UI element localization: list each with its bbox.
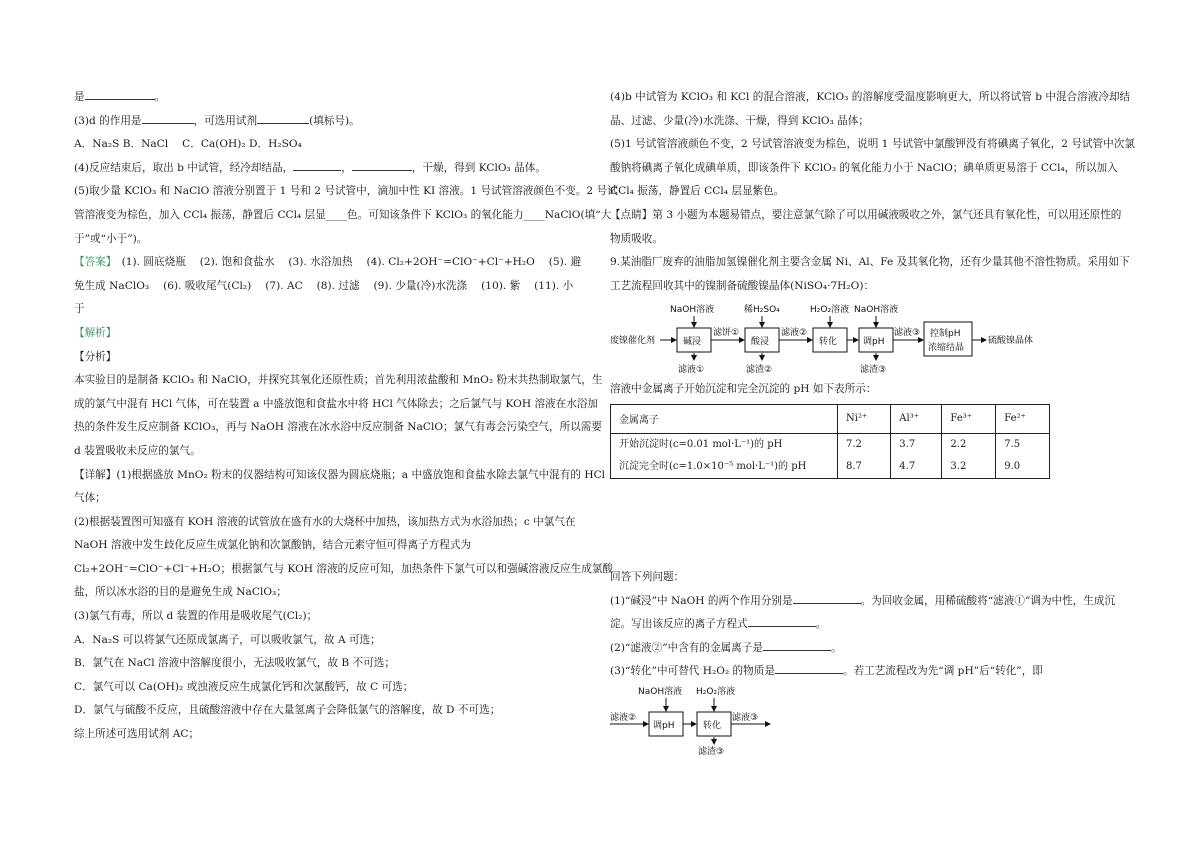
text-run: (填标号)。 bbox=[309, 114, 360, 127]
flow-top-label-2: 稀H₂SO₄ bbox=[744, 305, 780, 316]
text-line bbox=[610, 590, 1140, 614]
answer-blank[interactable] bbox=[775, 662, 843, 674]
answer-blank[interactable] bbox=[293, 159, 341, 171]
text-run: 9.某油脂厂废弃的油脂加氢镍催化剂主要含金属 Ni、Al、Fe 及其氧化物，还有少量其他不溶性物质。采用如下 bbox=[610, 256, 1130, 269]
table-cell bbox=[942, 433, 996, 478]
text-line bbox=[610, 566, 1140, 590]
flow-bottom-label-3: 滤渣③ bbox=[860, 365, 887, 375]
text-run: 物质吸收。 bbox=[610, 232, 663, 245]
text-line bbox=[74, 558, 614, 582]
text-run: (3)“转化”中可替代 H₂O₂ 的物质是 bbox=[610, 665, 775, 678]
table-cell bbox=[996, 433, 1050, 478]
table-intro: 溶液中金属离子开始沉淀和完全沉淀的 pH 如下表所示： bbox=[610, 383, 877, 396]
table-header-row bbox=[611, 404, 1050, 433]
text-run: 免生成 NaClO₃ (6). 吸收尾气(Cl₂) (7). AC (8). 过滤 (9). 少量(冷)水洗涤 (10). 紫 (11). 小 bbox=[74, 279, 574, 292]
text-line bbox=[610, 613, 1140, 637]
table-cell bbox=[891, 433, 942, 478]
text-run: 。为回收金属，用稀硫酸将“滤液①”调为中性，生成沉 bbox=[860, 594, 1116, 607]
flow-bottom-label-2: 滤渣② bbox=[746, 365, 773, 375]
process-flow-diagram bbox=[610, 298, 1130, 374]
answer-blank[interactable] bbox=[793, 592, 861, 604]
text-run: (2)“滤液②”中含有的金属离子是 bbox=[610, 641, 763, 654]
flow2-bottom-label: 滤渣③ bbox=[698, 746, 725, 756]
answer-blank[interactable] bbox=[748, 615, 816, 627]
flow-box-2-label: 酸浸 bbox=[751, 337, 770, 348]
row-label-complete: 沉淀完全时(c=1.0×10⁻⁵ mol·L⁻¹)的 pH bbox=[619, 460, 807, 472]
text-run: 【详解】(1)根据盛放 MnO₂ 粉末的仪器结构可知该仪器为圆底烧瓶；a 中盛放饱和食盐水除去氯气中混有的 HCl bbox=[74, 468, 606, 481]
text-run: (3)氯气有毒，所以 d 装置的作用是吸收尾气(Cl₂)； bbox=[74, 610, 318, 623]
text-line bbox=[74, 487, 598, 511]
text-run: 综上所述可选用试剂 AC； bbox=[74, 728, 200, 741]
text-line bbox=[610, 180, 1140, 204]
text-line bbox=[74, 346, 598, 370]
cell-start-ni: 7.2 bbox=[846, 438, 862, 450]
text-line bbox=[74, 629, 598, 653]
text-run: (5)1 号试管溶液颜色不变，2 号试管溶液变为棕色，说明 1 号试管中氯酸钾没有将碘离子氧化，2 号试管中次氯 bbox=[610, 138, 1135, 151]
text-line bbox=[74, 204, 612, 228]
text-line bbox=[74, 251, 598, 275]
text-run: 管溶液变为棕色，加入 CCl₄ 振荡，静置后 CCl₄ 层显____色。可知该条件下 KClO₃ 的氧化能力____NaClO(填“大 bbox=[74, 208, 612, 221]
text-run: A．Na₂S 可以将氯气还原成氯离子，可以吸收氯气，故 A 可选； bbox=[74, 633, 381, 646]
ph-table bbox=[610, 404, 1050, 479]
text-run: 【点睛】第 3 小题为本题易错点，要注意氯气除了可以用碱液吸收之外，氯气还具有氧化性，可以用还原性的 bbox=[610, 208, 1122, 221]
answer-blank[interactable] bbox=[763, 639, 831, 651]
flow-arrow-label-3: 滤液③ bbox=[894, 328, 921, 339]
flow-box-1-label: 碱浸 bbox=[683, 337, 702, 348]
table-header-cell: Ni²⁺ bbox=[838, 404, 891, 433]
text-line bbox=[74, 275, 598, 299]
text-run: ， bbox=[341, 161, 352, 174]
table-header-cell: Fe³⁺ bbox=[942, 404, 996, 433]
flow-top-label-3: H₂O₂溶液 bbox=[810, 305, 850, 316]
text-run: D．氯气与硫酸不反应，且硫酸溶液中存在大量氢离子会降低氯气的溶解度，故 D 不可选； bbox=[74, 704, 501, 717]
flow-diagram-svg bbox=[610, 298, 1130, 374]
flow-bottom-label-1: 滤液① bbox=[678, 365, 705, 375]
text-run: 酸钠将碘离子氧化成碘单质，即该条件下 KClO₃ 的氧化能力小于 NaClO；碘单质更易溶于 CCl₄，所以加入 bbox=[610, 161, 1118, 174]
text-run: d 装置吸收未反应的氯气。 bbox=[74, 444, 201, 457]
text-run: 于”或“小于”)。 bbox=[74, 232, 148, 245]
flow2-box-1-label: 调pH bbox=[653, 720, 675, 731]
flow2-top-label-1: NaOH溶液 bbox=[638, 686, 683, 697]
text-run: 热的条件发生反应制备 KClO₃，再与 NaOH 溶液在冰水浴中反应制备 NaClO；氯气有毒会污染空气，所以需要 bbox=[74, 421, 602, 434]
text-line bbox=[74, 157, 598, 181]
cell-complete-al: 4.7 bbox=[899, 460, 916, 472]
text-line bbox=[74, 298, 598, 322]
text-line bbox=[74, 676, 598, 700]
text-run: 回答下列问题： bbox=[610, 570, 685, 583]
flow-diagram-2-svg bbox=[610, 684, 1130, 756]
text-line bbox=[74, 581, 598, 605]
text-run: (4)b 中试管为 KClO₃ 和 KCl 的混合溶液，KClO₃ 的溶解度受温度影响更大，所以将试管 b 中混合溶液冷却结 bbox=[610, 91, 1131, 103]
flow-end-label: 硫酸镍晶体 bbox=[988, 336, 1034, 347]
cell-start-fe3: 2.2 bbox=[950, 438, 967, 450]
text-run: B．氯气在 NaCl 溶液中溶解度很小，无法吸收氯气，故 B 不可选； bbox=[74, 657, 395, 670]
text-run: ，可选用试剂 bbox=[193, 114, 258, 127]
text-line bbox=[610, 133, 1140, 157]
flow-box-3-label: 转化 bbox=[819, 337, 838, 348]
text-run: 。 bbox=[830, 641, 842, 654]
text-run: C．氯气可以 Ca(OH)₂ 或浊液反应生成氯化钙和次氯酸钙，故 C 可选； bbox=[74, 680, 414, 693]
text-line bbox=[74, 464, 606, 488]
flow-start-label: 废镍催化剂 bbox=[610, 336, 656, 347]
table-header-cell: Fe²⁺ bbox=[996, 404, 1050, 433]
text-run: A．Na₂S B．NaCl C．Ca(OH)₂ D．H₂SO₄ bbox=[74, 138, 302, 151]
text-run: 淀。写出该反应的离子方程式 bbox=[610, 618, 748, 631]
process-flow-diagram-2 bbox=[610, 684, 1130, 756]
text-line bbox=[610, 157, 1140, 181]
text-run: (5)取少量 KClO₃ 和 NaClO 溶液分别置于 1 号和 2 号试管中，滴加中性 KI 溶液。1 号试管溶液颜色不变。2 号试 bbox=[74, 185, 618, 198]
text-line bbox=[74, 133, 598, 157]
answer-blank[interactable] bbox=[352, 159, 412, 171]
text-line bbox=[74, 511, 598, 535]
text-line bbox=[610, 228, 1140, 252]
text-line bbox=[610, 637, 1140, 661]
text-line bbox=[610, 275, 1140, 299]
answer-blank[interactable] bbox=[142, 112, 194, 124]
cell-complete-fe2: 9.0 bbox=[1004, 460, 1021, 472]
ph-table-wrap bbox=[610, 404, 1140, 496]
text-line bbox=[74, 723, 598, 747]
flow2-start-label: 滤液② bbox=[610, 712, 637, 723]
right-column bbox=[610, 86, 1140, 756]
cell-start-fe2: 7.5 bbox=[1004, 438, 1021, 450]
text-run: 于 bbox=[74, 303, 85, 316]
text-line bbox=[74, 86, 598, 110]
text-line bbox=[610, 110, 1140, 134]
text-line bbox=[74, 605, 598, 629]
flow-box-5-label: 控制pH bbox=[930, 329, 961, 340]
text-run: ，干燥，得到 KClO₃ 晶体。 bbox=[411, 161, 546, 174]
text-run: NaOH 溶液中发生歧化反应生成氯化钠和次氯酸钠，结合元素守恒可得离子方程式为 bbox=[74, 539, 472, 552]
flow-arrow-label-2: 滤液② bbox=[781, 328, 808, 339]
text-run: 工艺流程回收其中的镍制备硫酸镍晶体(NiSO₄·7H₂O)： bbox=[610, 279, 875, 292]
text-line bbox=[74, 110, 598, 134]
text-line bbox=[74, 228, 598, 252]
table-cell bbox=[838, 433, 891, 478]
flow2-end-label: 滤液③ bbox=[732, 712, 759, 723]
cell-start-al: 3.7 bbox=[899, 438, 916, 450]
table-header-cell: 金属离子 bbox=[611, 404, 838, 433]
text-line bbox=[74, 534, 598, 558]
answer-blank[interactable] bbox=[85, 88, 155, 100]
text-line bbox=[74, 180, 618, 204]
table-row bbox=[611, 433, 1050, 478]
flow2-top-label-2: H₂O₂溶液 bbox=[696, 686, 736, 697]
table-header-cell: Al³⁺ bbox=[891, 404, 942, 433]
text-run: 本实验目的是制备 KClO₃ 和 NaClO，并探究其氧化还原性质；首先利用浓盐酸和 MnO₂ 粉末共热制取氯气，生 bbox=[74, 374, 603, 387]
text-line bbox=[74, 322, 598, 346]
text-line bbox=[610, 251, 1140, 275]
right-bottom-text bbox=[610, 566, 1140, 684]
cell-complete-fe3: 3.2 bbox=[950, 460, 967, 472]
text-run: 。若工艺流程改为先“调 pH”后“转化”，即 bbox=[842, 665, 1043, 678]
text-line bbox=[610, 660, 1140, 684]
flow-box-4-label: 调pH bbox=[863, 337, 885, 348]
text-run: Cl₂+2OH⁻=ClO⁻+Cl⁻+H₂O；根据氯气与 KOH 溶液的反应可知，加热条件下氯气可以和强碱溶液反应生成氯酸 bbox=[74, 562, 614, 575]
text-line bbox=[74, 699, 598, 723]
text-line bbox=[74, 652, 598, 676]
text-run: CCl₄ 振荡，静置后 CCl₄ 层显紫色。 bbox=[610, 185, 785, 198]
text-run: (4)反应结束后，取出 b 中试管，经冷却结晶， bbox=[74, 161, 294, 174]
right-top-text bbox=[610, 86, 1140, 298]
text-run: 气体； bbox=[74, 492, 106, 505]
text-line bbox=[74, 369, 603, 393]
text-run: (2)根据装置图可知盛有 KOH 溶液的试管放在盛有水的大烧杯中加热，该加热方式为水浴加热；c 中氯气在 bbox=[74, 515, 576, 528]
text-line bbox=[74, 416, 602, 440]
flow-top-label-1: NaOH溶液 bbox=[670, 305, 715, 316]
text-line bbox=[610, 204, 1140, 228]
text-line bbox=[74, 440, 598, 464]
text-run: 成的氯气中混有 HCl 气体，可在装置 a 中盛放饱和食盐水中将 HCl 气体除去；之后氯气与 KOH 溶液在水浴加 bbox=[74, 397, 599, 410]
text-run: 是 bbox=[74, 91, 85, 103]
answer-blank[interactable] bbox=[257, 112, 309, 124]
text-run: 盐，所以冰水浴的目的是避免生成 NaClO₃； bbox=[74, 586, 287, 599]
flow2-box-2-label: 转化 bbox=[703, 720, 722, 731]
text-line bbox=[610, 86, 1140, 110]
section-tag: 【答案】 bbox=[74, 256, 112, 269]
table-row-label bbox=[611, 433, 838, 478]
row-label-start: 开始沉淀时(c=0.01 mol·L⁻¹)的 pH bbox=[619, 438, 783, 450]
text-run: (3)d 的作用是 bbox=[74, 114, 142, 127]
text-run: 。 bbox=[154, 91, 166, 103]
section-tag: 【解析】 bbox=[74, 326, 117, 339]
text-run: (1)“碱浸”中 NaOH 的两个作用分别是 bbox=[610, 594, 793, 607]
flow-top-label-4: NaOH溶液 bbox=[854, 305, 899, 316]
left-column bbox=[74, 86, 618, 747]
text-run: 【分析】 bbox=[74, 350, 117, 363]
flow-arrow-label-1: 滤饼① bbox=[713, 328, 740, 339]
text-line bbox=[74, 393, 598, 417]
text-run: (1). 圆底烧瓶 (2). 饱和食盐水 (3). 水浴加热 (4). Cl₂+2OH⁻=ClO⁻+Cl⁻+H₂O (5). 避 bbox=[111, 256, 582, 269]
cell-complete-ni: 8.7 bbox=[846, 460, 862, 472]
flow-box-5-label-2: 浓缩结晶 bbox=[928, 343, 965, 354]
text-run: 。 bbox=[815, 618, 827, 631]
text-run: 晶、过滤、少量(冷)水洗涤、干燥，得到 KClO₃ 晶体； bbox=[610, 114, 869, 127]
